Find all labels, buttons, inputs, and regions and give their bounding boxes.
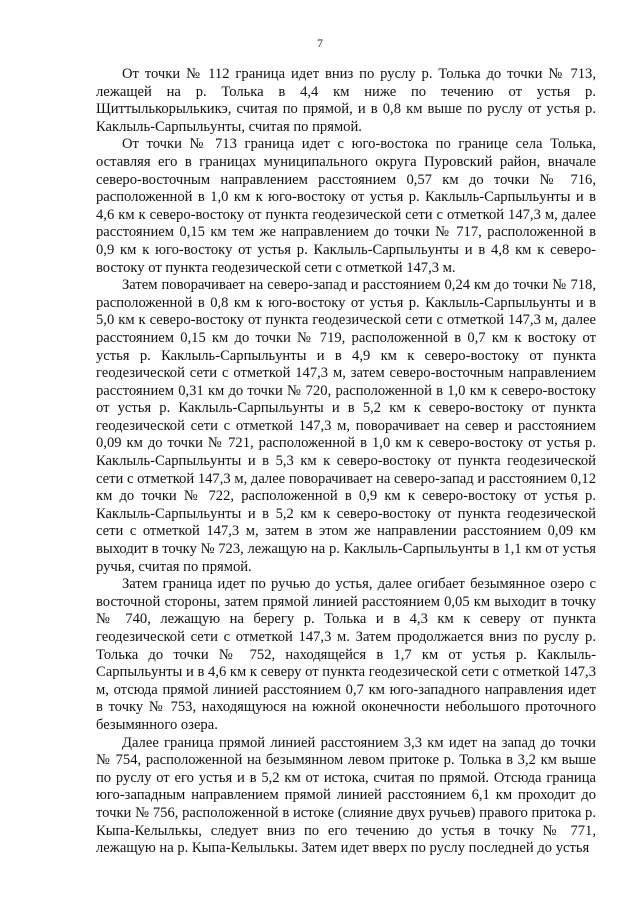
paragraph-3: Затем поворачивает на северо-запад и расстоянием 0,24 км до точки № 718, расположенной в 0,8 км к юго-востоку от устья р. Каклыль-Сарпыльунты и в 5,0 км к северо-востоку от пункта геодезической сети с отметкой 147,3 м, далее расстоянием 0,15 км до точки № 719, расположенной в 0,7 км к востоку от устья р. Каклыль-Сарпыльунты и в 4,9 км к северо-востоку от пункта геодезической сети с отметкой 147,3 м, затем северо-восточным направлением расстоянием 0,31 км до точки № 720, расположенной в 1,0 км к северо-востоку от устья р. Каклыль-Сарпыльунты и в 5,2 км к северо-востоку от пункта геодезической сети с отметкой 147,3 м, поворачивает на север и расстоянием 0,09 км до точки № 721, расположенной в 1,0 км к северо-востоку от устья р. Каклыль-Сарпыльунты и в 5,3 км к северо-востоку от пункта геодезической сети с отметкой 147,3 м, далее поворачивает на северо-запад и расстоянием 0,12 км до точки № 722, расположенной в 0,9 км к северо-востоку от устья р. Каклыль-Сарпыльунты и в 5,2 км к северо-востоку от пункта геодезической сети с отметкой 147,3 м, затем в этом же направлении расстоянием 0,09 км выходит в точку № 723, лежащую на р. Каклыль-Сарпыльунты в 1,1 км от устья ручья, считая по прямой. (96, 277, 596, 575)
paragraph-2: От точки № 713 граница идет с юго-востока по границе села Толька, оставляя его в границах муниципального округа Пуровский район, вначале северо-восточным направлением расстоянием 0,57 км до точки № 716, расположенной в 1,0 км к юго-востоку от устья р. Каклыль-Сарпыльунты и в 4,6 км к северо-востоку от пункта геодезической сети с отметкой 147,3 м, далее расстоянием 0,15 км тем же направлением до точки № 717, расположенной в 0,9 км к юго-востоку от устья р. Каклыль-Сарпыльунты и в 4,8 км к северо-востоку от пункта геодезической сети с отметкой 147,3 м. (96, 136, 596, 276)
paragraph-4: Затем граница идет по ручью до устья, далее огибает безымянное озеро с восточной стороны, затем прямой линией расстоянием 0,05 км выходит в точку № 740, лежащую на берегу р. Толька и в 4,3 км к северу от пункта геодезической сети с отметкой 147,3 м. Затем продолжается вниз по руслу р. Толька до точки № 752, находящейся в 1,7 км от устья р. Каклыль-Сарпыльунты и в 4,6 км к северу от пункта геодезической сети с отметкой 147,3 м, отсюда прямой линией расстоянием 0,7 км юго-западного направления идет в точку № 753, находящуюся на южной оконечности небольшого проточного безымянного озера. (96, 576, 596, 733)
paragraph-1: От точки № 112 граница идет вниз по руслу р. Толька до точки № 713, лежащей на р. Толька в 4,4 км ниже по течению от устья р. Щиттылькорылькикэ, считая по прямой, и в 0,8 км выше по руслу от устья р. Каклыль-Сарпыльунты, считая по прямой. (96, 66, 596, 135)
paragraph-5: Далее граница прямой линией расстоянием 3,3 км идет на запад до точки № 754, расположенной на безымянном левом притоке р. Толька в 3,2 км выше по руслу от его устья и в 5,2 км от истока, считая по прямой. Отсюда граница юго-западным направлением прямой линией расстоянием 6,1 км проходит до точки № 756, расположенной в истоке (слияние двух ручьев) правого притока р. Кыпа-Келылькы, следует вниз по его течению до устья в точку № 771, лежащую на р. Кыпа-Келылькы. Затем идет вверх по руслу последней до устья (96, 734, 596, 857)
page-number: 7 (317, 36, 323, 50)
document-body (96, 66, 596, 858)
